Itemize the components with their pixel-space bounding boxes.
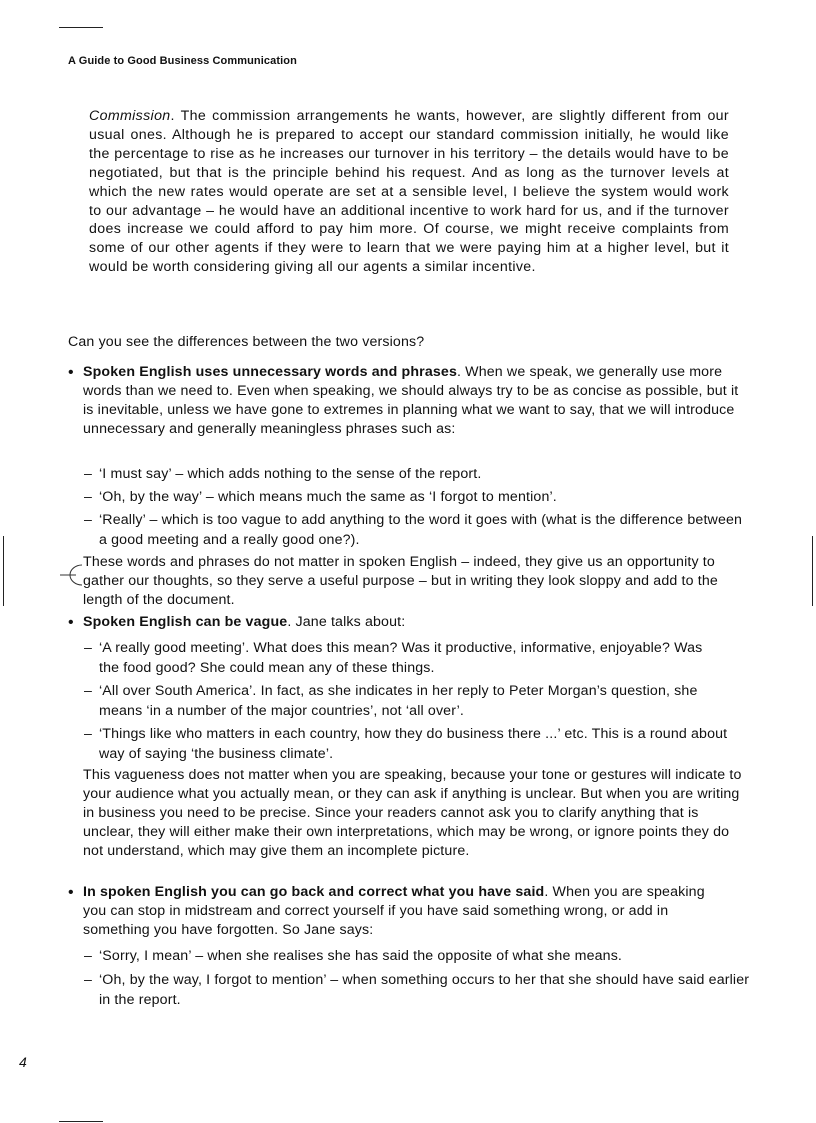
dash-item-text: ‘I must say’ – which adds nothing to the sense of the report. xyxy=(99,466,482,482)
page-number: 4 xyxy=(19,1054,27,1070)
dash-icon: – xyxy=(84,948,93,964)
dash-item-text: ‘Sorry, I mean’ – when she realises she has said the opposite of what she means. xyxy=(99,948,623,964)
dash-item xyxy=(84,682,724,721)
dash-item-text: ‘All over South America’. In fact, as she indicates in her reply to Peter Morgan’s question, she means ‘in a number of the major countries’, not ‘all over’. xyxy=(99,683,698,719)
crop-mark-top xyxy=(59,27,103,28)
dash-item xyxy=(84,971,754,1010)
dash-icon: – xyxy=(84,466,93,482)
dash-icon: – xyxy=(84,640,93,656)
bullet-heading: Spoken English can be vague xyxy=(83,614,288,630)
bullet-unnecessary-words xyxy=(68,363,743,439)
dash-item xyxy=(84,947,764,967)
dash-item xyxy=(84,488,764,508)
dash-icon: – xyxy=(84,512,93,528)
dash-item-text: ‘Oh, by the way, I forgot to mention’ – when something occurs to her that she should have said earlier in the report. xyxy=(99,972,750,1008)
dash-item xyxy=(84,725,754,764)
crop-mark-right-edge xyxy=(812,536,813,606)
dash-icon: – xyxy=(84,972,93,988)
running-head: A Guide to Good Business Communication xyxy=(68,55,297,67)
dash-icon: – xyxy=(84,726,93,742)
dash-icon: – xyxy=(84,489,93,505)
dash-item xyxy=(84,465,764,485)
dash-item xyxy=(84,639,724,678)
comparison-question: Can you see the differences between the two versions? xyxy=(68,334,425,350)
commission-heading: Commission xyxy=(89,108,171,124)
bullet-icon: • xyxy=(68,884,74,901)
bullet-body: . When you are speaking you can stop in midstream and correct yourself if you have said something wrong, or add in something you have forgotten. So Jane says: xyxy=(83,884,705,938)
crop-mark-left-edge xyxy=(3,536,4,606)
bullet-heading: In spoken English you can go back and correct what you have said xyxy=(83,884,545,900)
bullet-vague xyxy=(68,613,758,632)
bullet-icon: • xyxy=(68,614,74,631)
dash-item-text: ‘A really good meeting’. What does this mean? Was it productive, informative, enjoyable? Was the food good? She could mean any of these things. xyxy=(99,640,703,676)
bullet-follow-up-paragraph: These words and phrases do not matter in spoken English – indeed, they give us an opportunity to gather our thoughts, so they serve a useful purpose – but in writing they look sloppy and add to the length of the document. xyxy=(83,554,718,608)
bullet-correct-yourself xyxy=(68,883,728,940)
dash-item-text: ‘Things like who matters in each country, how they do business there ...’ etc. This is a round about way of saying ‘the business climate’. xyxy=(99,726,728,762)
bullet-heading: Spoken English uses unnecessary words and phrases xyxy=(83,364,457,380)
bullet-icon: • xyxy=(68,364,74,381)
dash-item xyxy=(84,511,744,550)
quote-body: . The commission arrangements he wants, however, are slightly different from our usual ones. Although he is prepared to accept our standard commission initially, he would like the percentage to rise as he increases our turnover in his territory – the details would have to be negotiated, but that is the principle behind his request. And as long as the turnover levels at which the new rates would operate are set at a sensible level, I believe the system would work to our advantage – he would have an additional incentive to work hard for us, and if the turnover does increase we could afford to pay him more. Of course, we might receive complaints from some of our other agents if they were to learn that we were paying him at a higher level, but it would be worth considering giving all our agents a similar incentive. xyxy=(89,108,729,276)
bullet-body: . Jane talks about: xyxy=(287,614,406,630)
quoted-report-paragraph xyxy=(89,107,729,277)
dash-icon: – xyxy=(84,683,93,699)
dash-item-text: ‘Really’ – which is too vague to add anything to the word it goes with (what is the difference between a good meeting and a really good one?). xyxy=(99,512,743,548)
bullet-body: . When we speak, we generally use more words than we need to. Even when speaking, we should always try to be as concise as possible, but it is inevitable, unless we have gone to extremes in planning what we want to say, that we will introduce unnecessary and generally meaningless phrases such as: xyxy=(83,364,739,437)
dash-item-text: ‘Oh, by the way’ – which means much the same as ‘I forgot to mention’. xyxy=(99,489,557,505)
bullet-follow-up-paragraph: This vagueness does not matter when you are speaking, because your tone or gestures will indicate to your audience what you actually mean, or they can ask if anything is unclear. But when you are writing in business you need to be precise. Since your readers cannot ask you to clarify anything that is unclear, they will either make their own interpretations, which may be wrong, or ignore points they do not understand, which may give them an incomplete picture. xyxy=(83,767,742,859)
crop-mark-bottom xyxy=(59,1121,103,1122)
